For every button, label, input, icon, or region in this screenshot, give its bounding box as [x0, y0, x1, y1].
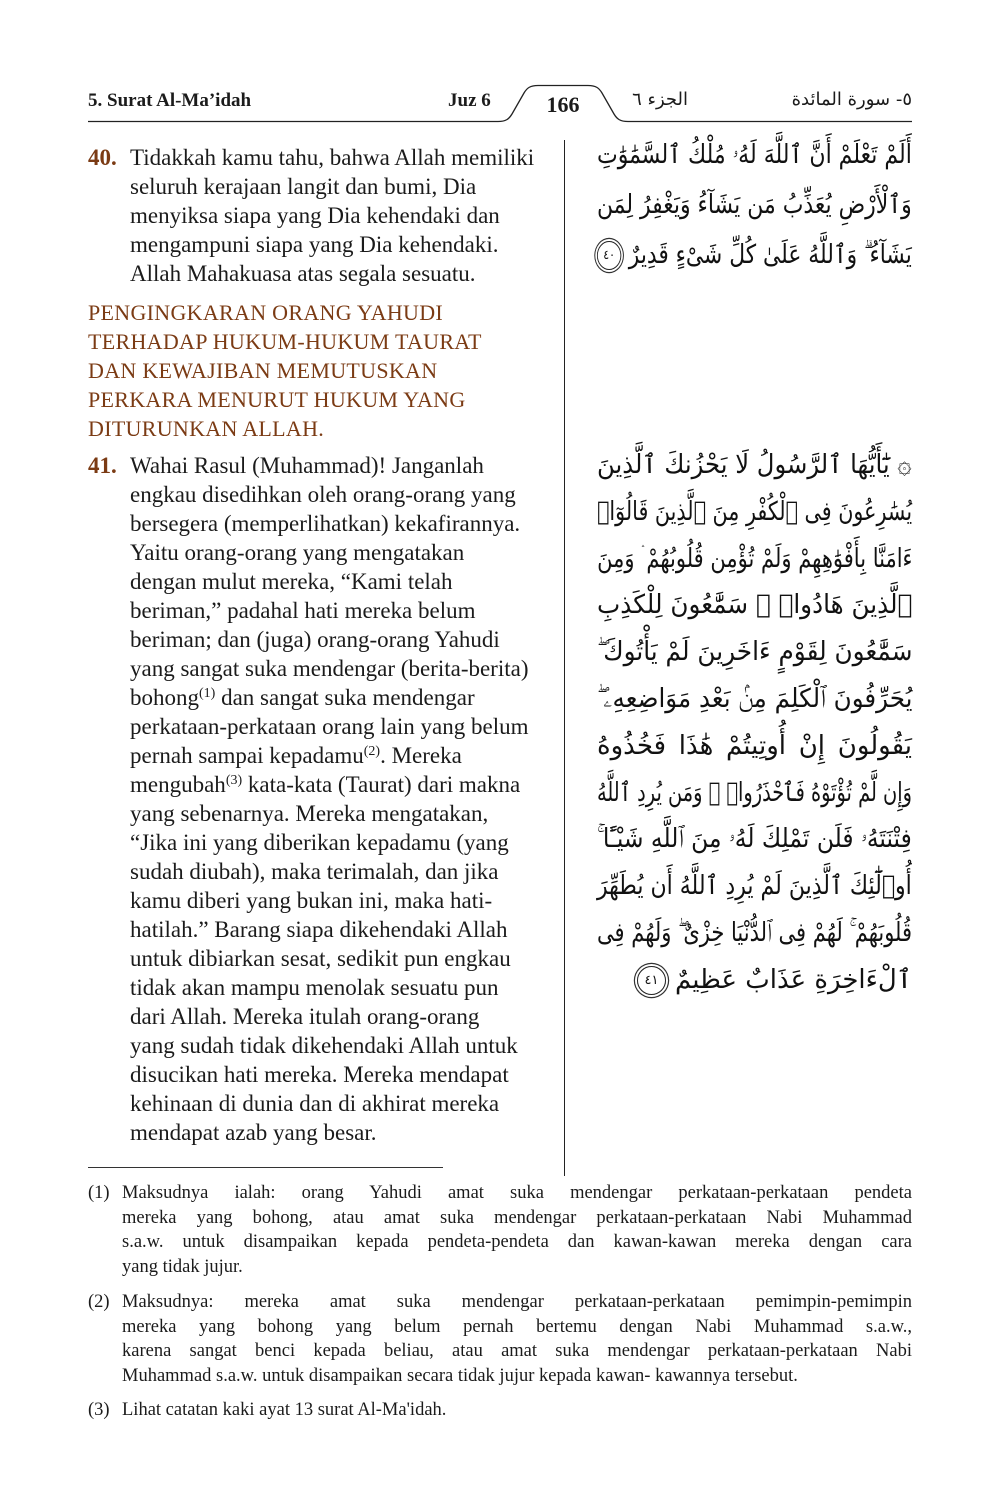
verse-41-text-segment: yang sudah tidak dikehendaki Allah untuk — [130, 1033, 518, 1058]
verse-41-line — [130, 1089, 558, 1118]
verse-41-line-text — [130, 741, 462, 770]
arabic-line-text — [597, 816, 912, 863]
footnote-reference: (1) — [199, 686, 216, 701]
arabic-line — [597, 723, 912, 770]
arabic-line-text — [597, 230, 912, 280]
arabic-line-text — [597, 770, 912, 817]
footnote-line-text: karena sangat benci kepada beliau, atau amat suka mendengar perkataan-perkataan Nabi — [122, 1341, 912, 1361]
verse-number: 41. — [88, 453, 117, 478]
footnote-reference: (2) — [363, 744, 381, 759]
verse-41-line-text — [130, 596, 475, 625]
verse-41-line — [130, 886, 558, 915]
verse-41-text-segment: dengan mulut mereka, “Kami telah — [130, 569, 453, 594]
footnote-line — [122, 1290, 912, 1315]
verse-41-text-segment: disucikan hati mereka. Mereka mendapat — [130, 1062, 509, 1087]
arabic-text: ۞ يَٰٓأَيُّهَا ٱلرَّسُولُ لَا يَحْزُنكَ ٱلَّذِينَ — [597, 450, 912, 480]
verse-41-line-text — [130, 654, 529, 683]
verse-41-text-segment: pernah sampai kepadamu — [130, 743, 364, 768]
arabic-line-text — [597, 676, 912, 723]
verse-40-line-text — [130, 259, 476, 288]
arabic-line-text — [597, 629, 912, 676]
section-heading-text: PERKARA MENURUT HUKUM YANG — [88, 387, 466, 412]
section-heading-line — [88, 327, 558, 356]
arabic-line — [597, 957, 912, 1004]
juz-label-latin: Juz 6 — [448, 90, 491, 111]
verse-41-line — [130, 451, 558, 480]
arabic-line — [597, 536, 912, 583]
verse-41-text-segment: kamu diberi yang bukan ini, maka hati- — [130, 888, 493, 913]
footnote-marker: (1) — [88, 1183, 110, 1203]
verse-41-line-text — [130, 857, 499, 886]
verse-41-line — [130, 828, 558, 857]
verse-41-line-text — [130, 770, 520, 799]
arabic-line — [597, 676, 912, 723]
verse-41-line — [130, 567, 558, 596]
verse-41-line — [130, 625, 558, 654]
verse-41-line — [130, 683, 558, 712]
verse-40-line — [130, 143, 558, 172]
verse-40-line-text — [130, 230, 499, 259]
verse-41-text-segment: untuk dibiarkan sesat, sedikit pun engkau — [130, 946, 511, 971]
verse-41-line-text — [130, 1089, 499, 1118]
verse-41-text-segment: sudah diubah), maka terimalah, dan jika — [130, 859, 499, 884]
section-heading-line — [88, 385, 558, 414]
arabic-text: يَقُولُونَ إِنْ أُوتِيتُمْ هَٰذَا فَخُذُوهُ — [597, 730, 912, 761]
verse-41-text-segment: tidak akan mampu menolak sesuatu pun — [130, 975, 499, 1000]
verse-41-text-segment: kehinaan di dunia dan di akhirat mereka — [130, 1091, 500, 1116]
verse-41-line-text — [130, 712, 528, 741]
verse-41-line-text — [130, 480, 516, 509]
verse-41-line-text — [130, 799, 488, 828]
surah-name-arabic: ٥- سورة المائدة — [791, 89, 912, 110]
arabic-line-text — [597, 442, 912, 489]
arabic-line — [597, 582, 912, 629]
footnote-line-text: mereka yang bohong, atau amat suka mendengar perkataan-perkataan Nabi Muhammad — [122, 1207, 912, 1228]
verse-41-line-text — [130, 886, 492, 915]
verse-41-arabic — [597, 442, 912, 1004]
arabic-line-text — [597, 863, 912, 910]
footnote-line — [122, 1181, 912, 1206]
arabic-text: ٱلَّذِينَ هَادُوا۟ ۛ سَمَّٰعُونَ لِلْكَذِبِ — [596, 590, 912, 621]
arabic-line — [597, 816, 912, 863]
verse-41-line — [130, 973, 558, 1002]
verse-41-line-text — [130, 828, 509, 857]
verse-41-text-segment: “Jika ini yang diberikan kepadamu (yang — [130, 830, 509, 855]
verse-41-line — [130, 712, 558, 741]
footnote-1 — [88, 1181, 912, 1279]
header-rule-line — [88, 86, 912, 122]
arabic-line — [597, 489, 912, 536]
verse-41-text-segment: yang sangat suka mendengar (berita-berita) — [130, 656, 529, 681]
arabic-line-text — [597, 723, 912, 770]
verse-41-line — [130, 1118, 558, 1147]
verse-41-line — [130, 857, 558, 886]
verse-41-line — [130, 654, 558, 683]
arabic-line — [597, 863, 912, 910]
verse-40-text-segment: seluruh kerajaan langit dan bumi, Dia — [130, 174, 477, 199]
footnote-line — [122, 1364, 912, 1389]
arabic-text: وَٱلْأَرْضِ يُعَذِّبُ مَن يَشَآءُ وَيَغْفِرُ لِمَن — [597, 190, 912, 220]
arabic-line-text — [597, 180, 912, 230]
footnote-line-text: Maksudnya: mereka amat suka mendengar perkataan-perkataan pemimpin-pemimpin — [122, 1292, 912, 1312]
verse-41-line-text — [130, 1060, 509, 1089]
verse-40-text-segment: menyiksa siapa yang Dia kehendaki dan — [130, 203, 500, 228]
juz-label-arabic: الجزء ٦ — [632, 89, 688, 110]
arabic-line-text — [597, 536, 912, 583]
verse-41-text-segment: Yaitu orang-orang yang mengatakan — [130, 540, 465, 565]
verse-41-text-segment: Wahai Rasul (Muhammad)! Janganlah — [130, 453, 484, 478]
footnote-line — [122, 1315, 912, 1340]
footnotes — [88, 1181, 912, 1431]
verse-41-line — [130, 480, 558, 509]
arabic-line — [597, 442, 912, 489]
verse-41-line — [130, 1060, 558, 1089]
footnote-text — [122, 1398, 912, 1423]
verse-41-line — [130, 944, 558, 973]
verse-41-line — [130, 596, 558, 625]
arabic-line — [597, 180, 912, 230]
arabic-line — [597, 910, 912, 957]
footnote-line-text: mereka yang bohong yang belum pernah bertemu dengan Nabi Muhammad s.a.w., — [122, 1316, 912, 1337]
verse-number: 40. — [88, 145, 117, 170]
footnote-2 — [88, 1290, 912, 1388]
arabic-text: يُسَٰرِعُونَ فِى ٱلْكُفْرِ مِنَ ٱلَّذِينَ قَالُوٓا۟ — [596, 496, 912, 527]
arabic-text: ءَامَنَّا بِأَفْوَٰهِهِمْ وَلَمْ تُؤْمِن قُلُوبُهُمْ ۛ وَمِنَ — [596, 543, 912, 574]
footnote-reference: (3) — [225, 773, 243, 788]
verse-41-line-text — [130, 1031, 518, 1060]
arabic-line-text — [597, 582, 912, 629]
footnote-separator — [88, 1167, 443, 1168]
verse-40-text-segment: Tidakkah kamu tahu, bahwa Allah memiliki — [130, 145, 535, 170]
footnote-text — [122, 1290, 912, 1388]
arabic-line — [597, 130, 912, 180]
header-rule — [0, 0, 1000, 140]
footnote-text — [122, 1181, 912, 1279]
footnote-line-text: Muhammad s.a.w. untuk disampaikan secara tidak jujur kepada kawan- kawannya tersebut. — [122, 1365, 798, 1386]
verse-41-text-segment: mengubah — [130, 772, 226, 797]
verse-41-line-text — [130, 509, 520, 538]
section-heading-text: DITURUNKAN ALLAH. — [88, 416, 325, 441]
verse-41-line-text — [130, 538, 464, 567]
footnote-3 — [88, 1398, 912, 1423]
arabic-text: قُلُوبَهُمْ ۚ لَهُمْ فِى ٱلدُّنْيَا خِزْىٌ ۖ وَلَهُمْ فِى — [596, 917, 912, 948]
verse-41-line-text — [130, 625, 500, 654]
arabic-line-text — [597, 130, 912, 180]
arabic-line-text — [637, 957, 912, 1004]
verse-41-line-text — [130, 683, 475, 712]
verse-41-line — [130, 538, 558, 567]
verse-40-line — [130, 230, 558, 259]
verse-40-line-text — [130, 172, 476, 201]
verse-41-line — [130, 915, 558, 944]
ayah-end-marker: ٤٠ — [597, 241, 621, 270]
verse-41-text-segment: yang sebenarnya. Mereka mengatakan, — [130, 801, 489, 826]
verse-41-text-segment: hatilah.” Barang siapa dikehendaki Allah — [130, 917, 508, 942]
footnote-line — [122, 1339, 912, 1364]
verse-41-text-segment: engkau disedihkan oleh orang-orang yang — [130, 482, 516, 507]
footnote-line — [122, 1206, 912, 1231]
footnote-line — [122, 1255, 912, 1280]
section-heading-line — [88, 298, 558, 327]
verse-40-arabic — [597, 130, 912, 280]
section-heading-line — [88, 356, 558, 385]
section-heading — [88, 298, 558, 443]
verse-41-text-segment: kata-kata (Taurat) dari makna — [242, 772, 521, 797]
verse-40-line-text — [130, 143, 534, 172]
arabic-line — [597, 230, 912, 280]
verse-40-text — [130, 143, 558, 288]
page-number: 166 — [546, 92, 580, 117]
verse-41-line-text — [130, 1002, 479, 1031]
verse-41-line — [130, 741, 558, 770]
arabic-text: أَلَمْ تَعْلَمْ أَنَّ ٱللَّهَ لَهُۥ مُلْكُ ٱلسَّمَٰوَٰتِ — [597, 140, 912, 170]
verse-41-text-segment: beriman; dan (juga) orang-orang Yahudi — [130, 627, 500, 652]
arabic-line-text — [597, 489, 912, 536]
verse-41-text-segment: mendapat azab yang besar. — [130, 1120, 377, 1145]
verse-41-line-text — [130, 567, 453, 596]
arabic-line-text — [597, 910, 912, 957]
verse-41-text-segment: . Mereka — [380, 743, 462, 768]
footnote-line-text: Maksudnya ialah: orang Yahudi amat suka mendengar perkataan-perkataan pendeta — [122, 1183, 912, 1203]
arabic-text: يَشَآءُ ۗ وَٱللَّهُ عَلَىٰ كُلِّ شَىْءٍ قَدِيرٌ — [628, 240, 912, 270]
verse-41-line — [130, 1031, 558, 1060]
verse-41-line-text — [130, 451, 484, 480]
footnote-line — [122, 1398, 912, 1423]
arabic-text: فِتْنَتَهُۥ فَلَن تَمْلِكَ لَهُۥ مِنَ ٱللَّهِ شَيْـًٔا ۚ — [597, 824, 912, 855]
verse-40-text-segment: Allah Mahakuasa atas segala sesuatu. — [130, 261, 476, 286]
arabic-text: ٱلْءَاخِرَةِ عَذَابٌ عَظِيمٌ — [675, 964, 912, 995]
verse-40-line — [130, 201, 558, 230]
verse-41-line-text — [130, 1118, 377, 1147]
column-divider — [564, 140, 565, 1176]
verse-41-text-segment: beriman,” padahal hati mereka belum — [130, 598, 476, 623]
footnote-marker: (3) — [88, 1400, 110, 1420]
verse-41-line-text — [130, 973, 499, 1002]
verse-41-text-segment: dan sangat suka mendengar — [215, 685, 475, 710]
verse-41-text-segment: dari Allah. Mereka itulah orang-orang — [130, 1004, 480, 1029]
arabic-text: وَإِن لَّمْ تُؤْتَوْهُ فَٱحْذَرُوا۟ ۚ وَمَن يُرِدِ ٱللَّهُ — [597, 777, 912, 808]
footnote-line-text: yang tidak jujur. — [122, 1256, 243, 1277]
verse-41-line — [130, 509, 558, 538]
footnote-marker: (2) — [88, 1292, 110, 1312]
section-heading-text: DAN KEWAJIBAN MEMUTUSKAN — [88, 358, 438, 383]
section-heading-text: TERHADAP HUKUM-HUKUM TAURAT — [88, 329, 482, 354]
arabic-line — [597, 770, 912, 817]
verse-41-text-segment: bersegera (memperlihatkan) kekafirannya. — [130, 511, 521, 536]
section-heading-text: PENGINGKARAN ORANG YAHUDI — [88, 300, 444, 325]
ayah-end-marker: ٤١ — [637, 966, 666, 995]
verse-40-line-text — [130, 201, 500, 230]
arabic-text: سَمَّٰعُونَ لِقَوْمٍ ءَاخَرِينَ لَمْ يَأْتُوكَ ۖ — [596, 637, 912, 668]
verse-40-text-segment: mengampuni siapa yang Dia kehendaki. — [130, 232, 499, 257]
verse-41-text-segment: perkataan-perkataan orang lain yang belum — [130, 714, 529, 739]
section-heading-line — [88, 414, 558, 443]
footnote-line — [122, 1230, 912, 1255]
verse-40-line — [130, 259, 558, 288]
surah-name-latin: 5. Surat Al-Ma’idah — [88, 90, 252, 111]
verse-41-line — [130, 1002, 558, 1031]
footnote-line-text: Lihat catatan kaki ayat 13 surat Al-Ma'idah. — [122, 1400, 447, 1420]
verse-41-text-segment: bohong — [130, 685, 199, 710]
arabic-text: أُو۟لَٰٓئِكَ ٱلَّذِينَ لَمْ يُرِدِ ٱللَّهُ أَن يُطَهِّرَ — [597, 871, 912, 902]
verse-41-line-text — [130, 944, 511, 973]
footnote-line-text: s.a.w. untuk disampaikan kepada pendeta-pendeta dan kawan-kawan mereka dengan cara — [122, 1232, 912, 1252]
verse-41-line-text — [130, 915, 507, 944]
arabic-line — [597, 629, 912, 676]
verse-40-line — [130, 172, 558, 201]
arabic-text: يُحَرِّفُونَ ٱلْكَلِمَ مِنۢ بَعْدِ مَوَاضِعِهِۦ ۖ — [596, 683, 912, 714]
